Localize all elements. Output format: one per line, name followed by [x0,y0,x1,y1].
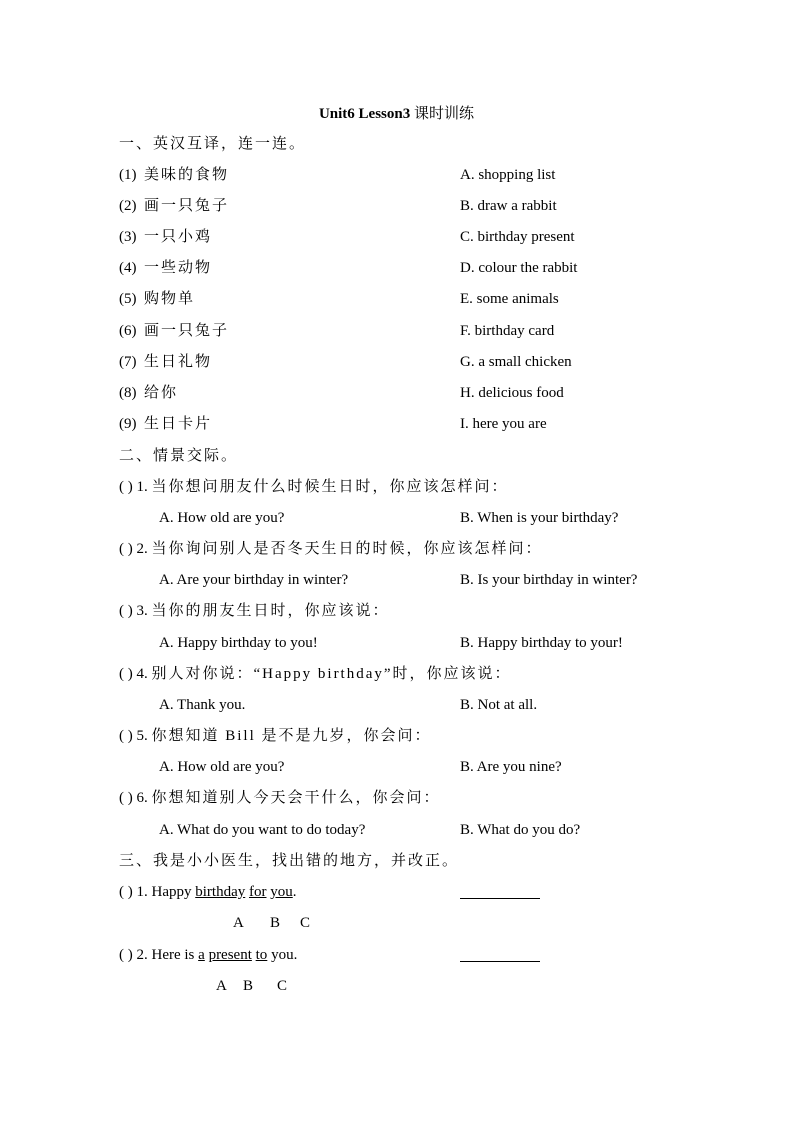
sentence-end: you. [267,947,298,963]
match-left-num: (7) [119,354,137,370]
label-a: A [216,978,227,994]
match-row [0,258,793,278]
match-left-item [119,383,178,403]
match-left-item [119,414,212,434]
section1-heading: 一、英汉互译，连一连。 [119,136,307,152]
question-stem [119,664,512,684]
question-prefix: ( ) 4. [119,666,148,682]
label-b: B [243,978,254,994]
option-b: B. Is your birthday in winter? [460,572,638,588]
option-a: A. Happy birthday to you! [159,635,318,651]
match-left-text: 生日卡片 [144,416,213,432]
match-right-item: D. colour the rabbit [460,260,578,276]
match-right-item: I. here you are [460,416,547,432]
match-left-item [119,321,229,341]
match-left-text: 给你 [144,385,179,401]
question-text: 别人对你说：“Happy birthday”时，你应该说： [151,666,512,682]
question-row [0,664,793,684]
match-row [0,321,793,341]
question-stem [119,788,441,808]
options-row [0,570,793,590]
match-left-item [119,258,212,278]
options-row [0,633,793,653]
underlined-word-a: a [198,947,205,963]
match-left-item [119,196,229,216]
section2-heading-line [0,446,793,466]
question-row [0,477,793,497]
correction-row [0,882,793,902]
options-row [0,820,793,840]
question-stem [119,477,509,497]
title-en: Unit6 Lesson3 [318,106,411,122]
question-stem [119,539,543,559]
label-c: C [277,978,288,994]
match-left-text: 一些动物 [144,260,213,276]
match-left-item [119,289,195,309]
correction-sentence [119,882,296,902]
answer-blank[interactable] [460,882,540,899]
underlined-word-b: present [208,947,252,963]
match-left-num: (6) [119,323,137,339]
correction-row [0,945,793,965]
underlined-word-c: to [255,947,268,963]
match-right-item: C. birthday present [460,229,575,245]
match-left-item [119,227,212,247]
correction-prefix: ( ) 2. Here is [119,947,199,963]
section3-heading-line [0,851,793,871]
question-row [0,726,793,746]
match-right-item: E. some animals [460,291,559,307]
question-text: 你想知道 Bill 是不是九岁，你会问： [151,728,432,744]
match-left-text: 生日礼物 [144,354,213,370]
match-row [0,227,793,247]
match-right-item: G. a small chicken [460,354,572,370]
question-stem [119,726,432,746]
match-row [0,165,793,185]
label-c: C [300,915,311,931]
option-a: A. How old are you? [159,510,285,526]
option-a: A. How old are you? [159,759,285,775]
question-text: 当你询问别人是否冬天生日的时候，你应该怎样问： [151,541,543,557]
match-left-num: (3) [119,229,137,245]
section1-heading-line [0,134,793,154]
question-stem [119,601,390,621]
match-left-num: (8) [119,385,137,401]
option-b: B. Happy birthday to your! [460,635,623,651]
options-row [0,508,793,528]
section3-heading: 三、我是小小医生，找出错的地方，并改正。 [119,853,460,869]
option-a: A. What do you want to do today? [159,822,366,838]
label-b: B [270,915,281,931]
match-row [0,196,793,216]
match-left-num: (5) [119,291,137,307]
match-left-text: 画一只兔子 [144,323,230,339]
underlined-word-a: birthday [195,884,246,900]
title-cn: 课时训练 [410,106,475,122]
question-text: 你想知道别人今天会干什么，你会问： [151,790,441,806]
match-left-item [119,352,212,372]
options-row [0,695,793,715]
match-left-text: 画一只兔子 [144,198,230,214]
match-row [0,352,793,372]
match-row [0,414,793,434]
option-b: B. Are you nine? [460,759,562,775]
match-left-text: 购物单 [144,291,196,307]
question-prefix: ( ) 6. [119,790,148,806]
label-a: A [233,915,244,931]
match-left-num: (9) [119,416,137,432]
question-row [0,788,793,808]
match-left-item [119,165,229,185]
match-row [0,383,793,403]
underlined-word-c: you [270,884,293,900]
question-row [0,539,793,559]
question-prefix: ( ) 3. [119,603,148,619]
match-right-item: H. delicious food [460,385,564,401]
section2-heading: 二、情景交际。 [119,448,239,464]
question-text: 当你想问朋友什么时候生日时，你应该怎样问： [151,479,509,495]
correction-sentence [119,945,297,965]
answer-blank[interactable] [460,945,540,962]
option-b: B. What do you do? [460,822,581,838]
correction-prefix: ( ) 1. Happy [119,884,196,900]
underlined-word-b: for [248,884,267,900]
sentence-end: . [292,884,297,900]
match-left-num: (2) [119,198,137,214]
match-left-text: 美味的食物 [144,167,230,183]
match-row [0,289,793,309]
question-text: 当你的朋友生日时，你应该说： [151,603,390,619]
question-prefix: ( ) 5. [119,728,148,744]
option-b: B. Not at all. [460,697,538,713]
option-a: A. Thank you. [159,697,246,713]
question-prefix: ( ) 2. [119,541,148,557]
question-prefix: ( ) 1. [119,479,148,495]
match-right-item: F. birthday card [460,323,555,339]
match-left-num: (1) [119,167,137,183]
match-left-num: (4) [119,260,137,276]
choice-labels-row [0,976,793,996]
options-row [0,757,793,777]
option-b: B. When is your birthday? [460,510,619,526]
match-left-text: 一只小鸡 [144,229,213,245]
question-row [0,601,793,621]
page-title [0,102,793,123]
choice-labels-row [0,913,793,933]
option-a: A. Are your birthday in winter? [159,572,349,588]
match-right-item: B. draw a rabbit [460,198,557,214]
match-right-item: A. shopping list [460,167,556,183]
